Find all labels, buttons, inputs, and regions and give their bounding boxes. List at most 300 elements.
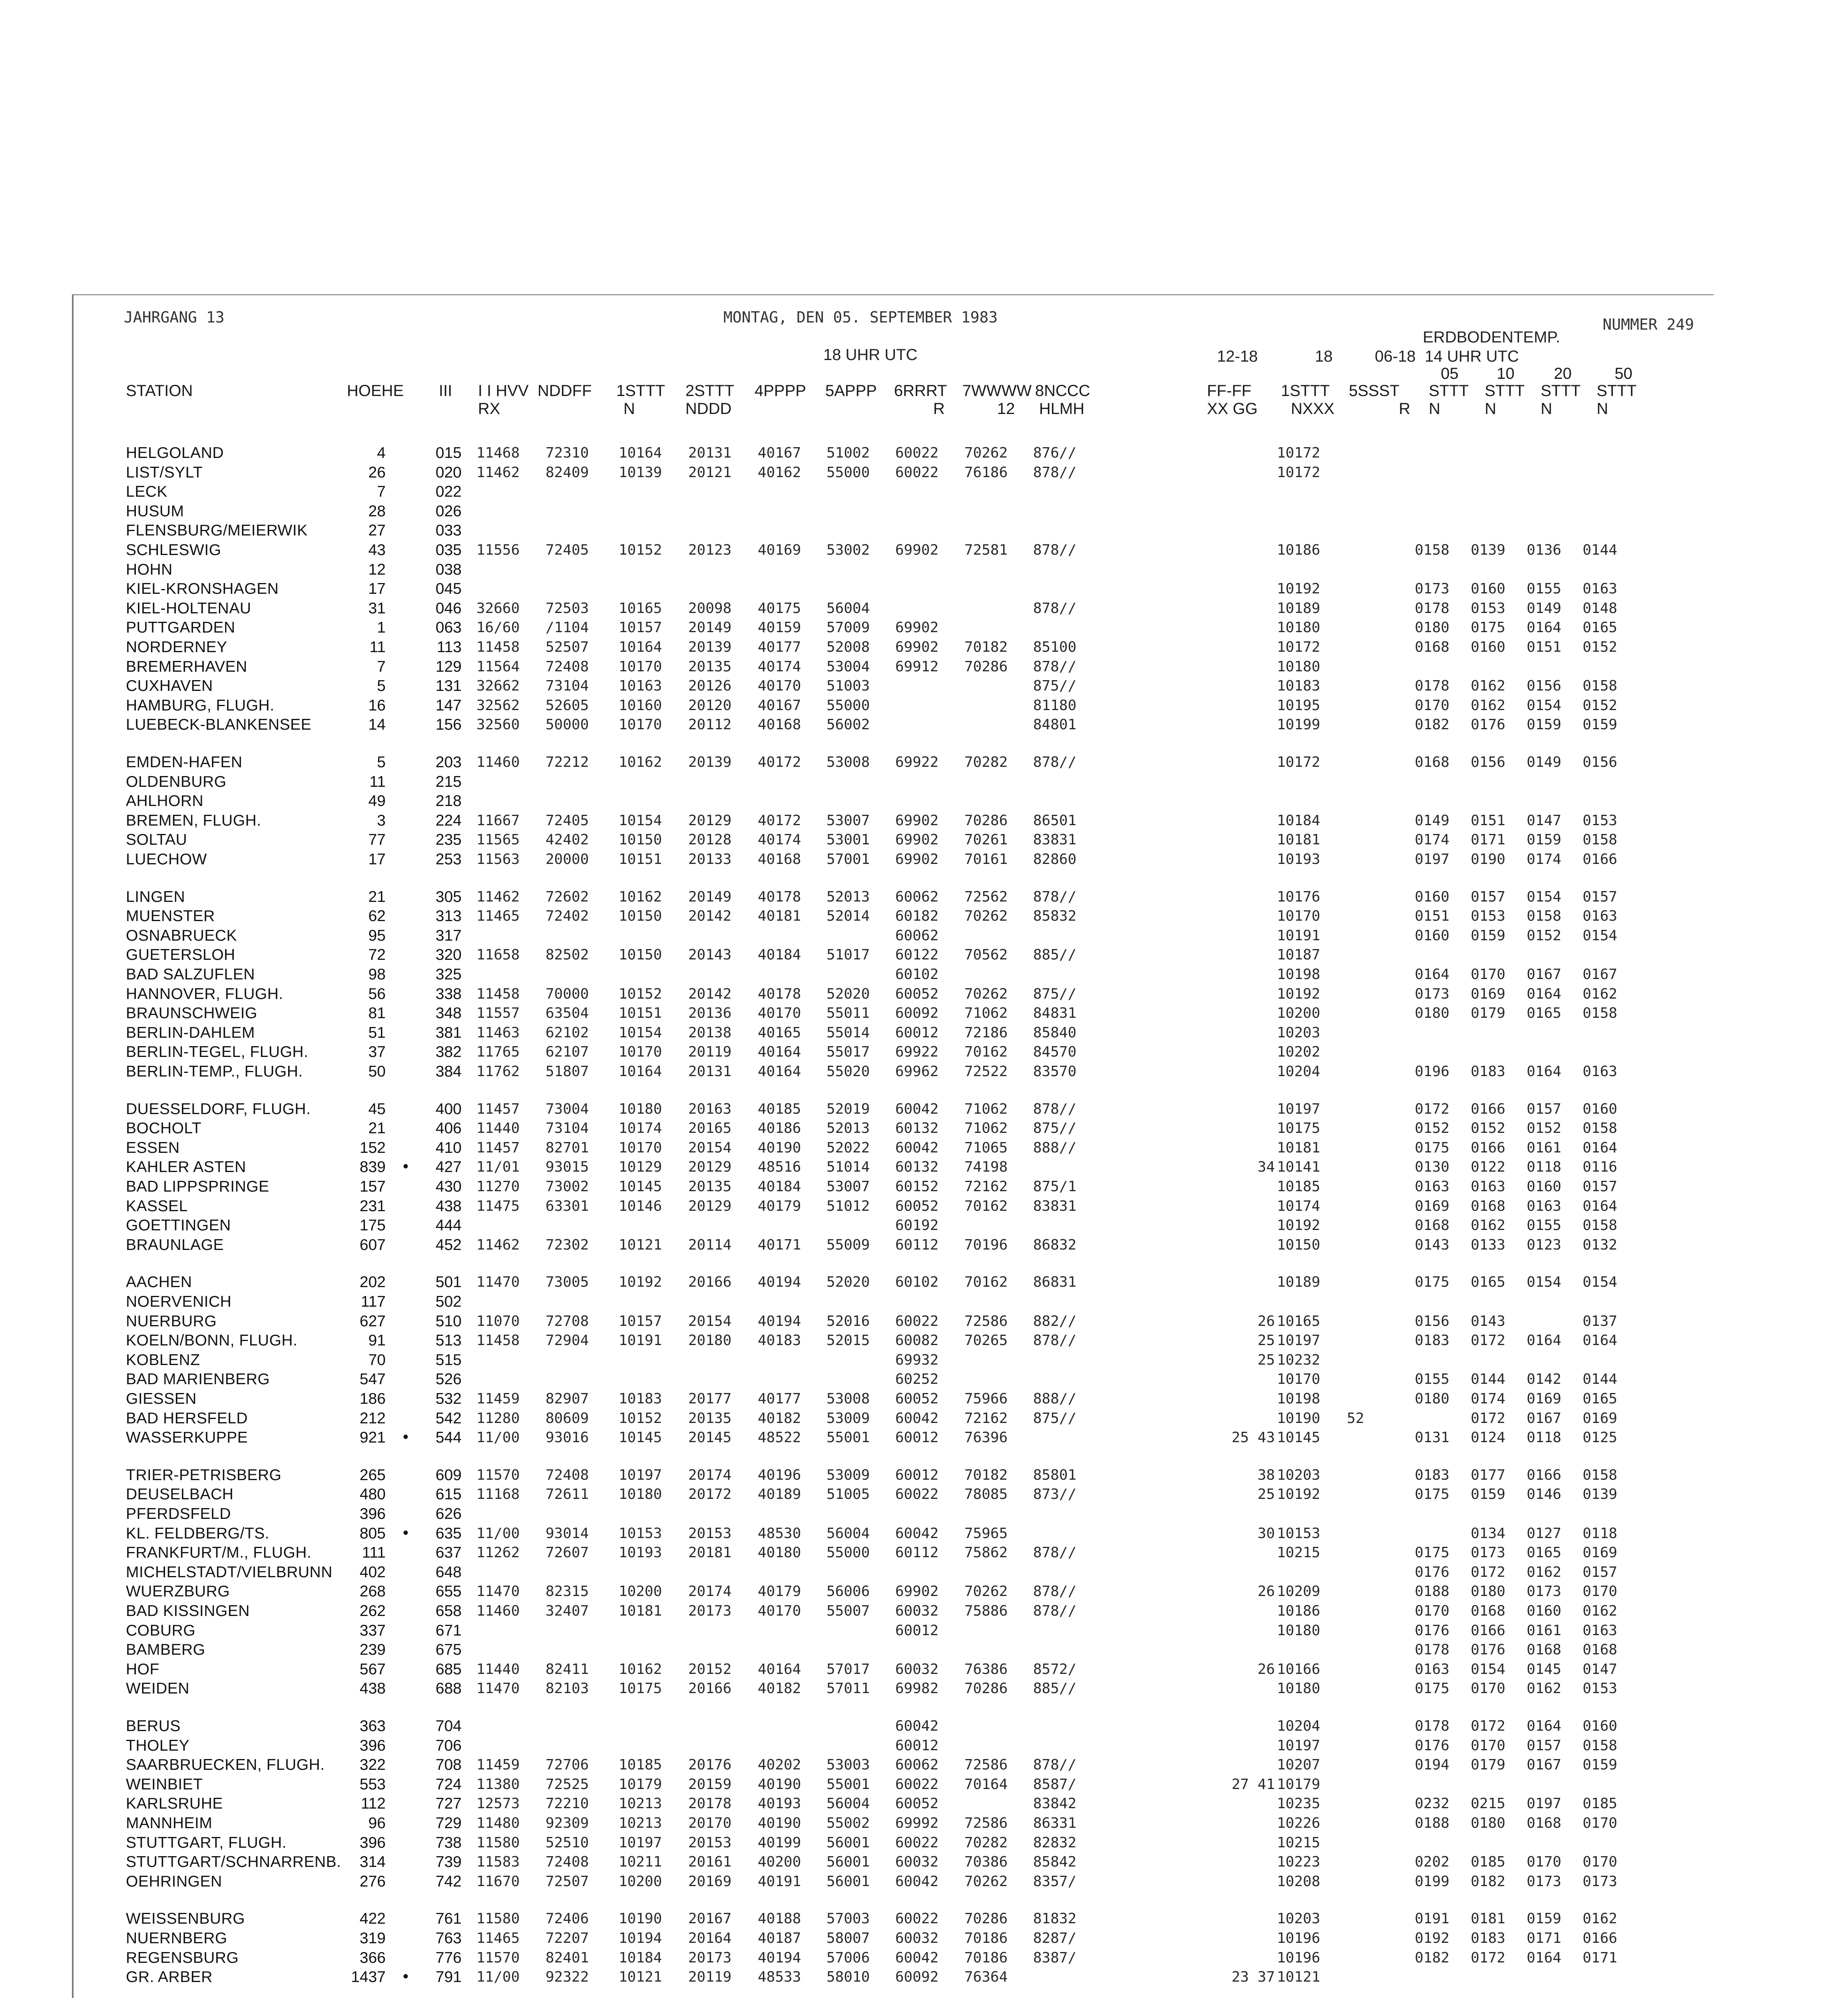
synop-group: 70262 (964, 1583, 1008, 1600)
synop-group: 40171 (758, 1237, 801, 1253)
synop-group: 84831 (1033, 1005, 1077, 1021)
soil-temp: 0147 (1527, 812, 1561, 829)
soil-temp: 0143 (1471, 1313, 1505, 1329)
synop-group: 53003 (826, 1757, 870, 1773)
soil-temp: 0118 (1583, 1525, 1617, 1542)
synop-group: 20000 (546, 851, 589, 868)
synop-group: 10162 (619, 754, 662, 770)
station-height: 12 (368, 561, 386, 578)
station-height: 396 (359, 1737, 386, 1754)
col-e05-sttt: STTT (1429, 382, 1469, 400)
synop-group: 11280 (476, 1410, 520, 1427)
synop-group: 10185 (619, 1757, 662, 1773)
jahrgang-label: JAHRGANG 13 (124, 308, 225, 326)
soil-temp: 0133 (1471, 1237, 1505, 1253)
synop-group: 56004 (826, 600, 870, 617)
soil-temp: 0215 (1471, 1795, 1505, 1812)
synop-group: 76186 (964, 464, 1008, 481)
soil-temp: 0162 (1527, 1680, 1561, 1697)
synop-group: 60052 (895, 1198, 939, 1214)
station-name: KAHLER ASTEN (126, 1158, 246, 1176)
soil-temp: 0199 (1415, 1873, 1450, 1890)
station-height: 363 (359, 1717, 386, 1735)
synop-group: 82411 (546, 1661, 589, 1678)
synop-group: 40172 (758, 812, 801, 829)
station-id: 427 (435, 1158, 462, 1176)
synop-group: 60042 (895, 1950, 939, 1966)
synop-group: 10190 (619, 1910, 662, 1927)
synop-group: 11468 (476, 445, 520, 461)
synop-group: 40190 (758, 1776, 801, 1793)
synop-group: 84801 (1033, 716, 1077, 733)
station-name: DEUSELBACH (126, 1486, 234, 1503)
synop-group: 50000 (546, 716, 589, 733)
synop-group: 10213 (619, 1795, 662, 1812)
station-height: 567 (359, 1661, 386, 1678)
station-id: 305 (435, 888, 462, 905)
soil-temp: 0180 (1471, 1583, 1505, 1600)
synop-group: 92309 (546, 1815, 589, 1831)
soil-temp: 0172 (1471, 1332, 1505, 1349)
col-c10a: FF-FF (1207, 382, 1252, 400)
soil-temp: 0170 (1471, 1737, 1505, 1754)
synop-group: 40184 (758, 1178, 801, 1195)
synop-group: 20173 (688, 1950, 732, 1966)
soil-temp: 0174 (1471, 1391, 1505, 1407)
synop-group: 11458 (476, 986, 520, 1002)
soil-temp: 0164 (1583, 1332, 1617, 1349)
synop-group: 70262 (964, 445, 1008, 461)
synop-group: 52019 (826, 1101, 870, 1117)
station-name: BREMEN, FLUGH. (126, 812, 261, 829)
synop-group: 73104 (546, 678, 589, 694)
col-e50-sttt: STTT (1597, 382, 1637, 400)
synop-group: 888// (1033, 1391, 1077, 1407)
soil-temp: 0164 (1527, 1332, 1561, 1349)
synop-group: 10170 (619, 1044, 662, 1060)
synop-group: 10139 (619, 464, 662, 481)
synop-group: 72586 (964, 1815, 1008, 1831)
station-height: 438 (359, 1680, 386, 1697)
col-c12b: R (1399, 400, 1410, 418)
station-height: 239 (359, 1641, 386, 1658)
synop-group: 53009 (826, 1467, 870, 1483)
soil-temp: 0192 (1415, 1930, 1450, 1946)
max-temp-group: 10198 (1277, 966, 1320, 983)
synop-group: 11070 (476, 1313, 520, 1329)
synop-group: 72402 (546, 908, 589, 924)
report-date: MONTAG, DEN 05. SEPTEMBER 1983 (723, 308, 998, 326)
synop-group: 60032 (895, 1603, 939, 1619)
synop-group: 55020 (826, 1063, 870, 1080)
synop-group: 20166 (688, 1274, 732, 1290)
synop-group: 11765 (476, 1044, 520, 1060)
station-name: EMDEN-HAFEN (126, 754, 243, 771)
station-name: BRAUNSCHWEIG (126, 1005, 257, 1022)
station-name: MANNHEIM (126, 1815, 213, 1832)
synop-group: 11565 (476, 832, 520, 848)
max-temp-group: 10203 (1277, 1025, 1320, 1041)
synop-group: 878// (1033, 1757, 1077, 1773)
synop-group: 86831 (1033, 1274, 1077, 1290)
soil-temp: 0162 (1471, 697, 1505, 714)
max-temp-group: 10141 (1277, 1159, 1320, 1175)
station-name: KOELN/BONN, FLUGH. (126, 1332, 298, 1349)
synop-group: 70282 (964, 1835, 1008, 1851)
synop-group: 60062 (895, 927, 939, 944)
max-temp-group: 10204 (1277, 1063, 1320, 1080)
soil-temp: 0160 (1471, 581, 1505, 597)
station-id: 203 (435, 754, 462, 771)
station-name: PFERDSFELD (126, 1505, 231, 1522)
soil-temp: 0162 (1471, 1217, 1505, 1234)
synop-group: 69902 (895, 832, 939, 848)
max-temp-group: 10223 (1277, 1854, 1320, 1870)
soil-temp: 0170 (1583, 1815, 1617, 1831)
station-id: 526 (435, 1371, 462, 1388)
synop-group: 20135 (688, 1178, 732, 1195)
soil-temp: 0185 (1471, 1854, 1505, 1870)
soil-temp: 0143 (1415, 1237, 1450, 1253)
synop-group: 10145 (619, 1429, 662, 1446)
synop-group: 10129 (619, 1159, 662, 1175)
station-height: 96 (368, 1815, 386, 1832)
synop-group: 10151 (619, 1005, 662, 1021)
soil-temp: 0175 (1415, 1140, 1450, 1156)
synop-group: 40202 (758, 1757, 801, 1773)
max-temp-group: 10153 (1277, 1525, 1320, 1542)
soil-temp: 0173 (1527, 1583, 1561, 1600)
soil-temp: 0162 (1527, 1564, 1561, 1580)
synop-group: 11262 (476, 1544, 520, 1561)
synop-group: 10164 (619, 639, 662, 655)
station-height: 112 (360, 1795, 386, 1812)
soil-temp: 0156 (1415, 1313, 1450, 1329)
synop-group: 40159 (758, 619, 801, 636)
max-temp-group: 10208 (1277, 1873, 1320, 1890)
synop-group: 62107 (546, 1044, 589, 1060)
soil-temp: 0164 (1527, 1063, 1561, 1080)
synop-group: 10163 (619, 678, 662, 694)
soil-temp: 0124 (1471, 1429, 1505, 1446)
soil-temp: 0139 (1583, 1486, 1617, 1502)
synop-group: 60022 (895, 1776, 939, 1793)
synop-group: 20135 (688, 659, 732, 675)
soil-temp: 0154 (1527, 1274, 1561, 1290)
station-id: 452 (435, 1236, 462, 1254)
synop-group: 11470 (476, 1583, 520, 1600)
station-id: 382 (435, 1043, 462, 1061)
synop-group: 51003 (826, 678, 870, 694)
station-height: 186 (359, 1390, 386, 1407)
synop-group: 82409 (546, 464, 589, 481)
station-id: 761 (435, 1910, 462, 1927)
synop-group: 72162 (964, 1178, 1008, 1195)
soil-temp: 0170 (1471, 966, 1505, 983)
soil-temp: 0158 (1583, 1737, 1617, 1754)
soil-temp: 0170 (1583, 1854, 1617, 1870)
synop-group: 60022 (895, 1486, 939, 1502)
station-name: WUERZBURG (126, 1583, 230, 1600)
synop-group: 72210 (546, 1795, 589, 1812)
synop-group: 60042 (895, 1525, 939, 1542)
soil-temp: 0178 (1415, 1718, 1450, 1734)
synop-group: 75862 (964, 1544, 1008, 1561)
synop-group: 56006 (826, 1583, 870, 1600)
station-id: 609 (435, 1467, 462, 1484)
soil-temp: 0179 (1471, 1757, 1505, 1773)
max-temp-group: 10192 (1277, 581, 1320, 597)
synop-group: 10152 (619, 1410, 662, 1427)
synop-group: 76364 (964, 1969, 1008, 1985)
synop-group: 40170 (758, 1005, 801, 1021)
max-temp-group: 10189 (1277, 1274, 1320, 1290)
soil-temp: 0145 (1527, 1661, 1561, 1678)
synop-group: 70162 (964, 1044, 1008, 1060)
synop-group: 93016 (546, 1429, 589, 1446)
soil-temp: 0160 (1527, 1603, 1561, 1619)
synop-group: 20167 (688, 1910, 732, 1927)
synop-group: 878// (1033, 1332, 1077, 1349)
synop-group: 20098 (688, 600, 732, 617)
station-id: 444 (435, 1217, 462, 1234)
col-e50-n: N (1597, 400, 1608, 418)
max-temp-group: 10183 (1277, 678, 1320, 694)
synop-group: 11458 (476, 639, 520, 655)
max-temp-group: 10203 (1277, 1467, 1320, 1483)
col-c3a: 1STTT (616, 382, 665, 400)
soil-temp: 0158 (1583, 1467, 1617, 1483)
synop-group: 55000 (826, 697, 870, 714)
synop-group: 60122 (895, 947, 939, 963)
soil-temp: 0131 (1415, 1429, 1450, 1446)
synop-group: 40170 (758, 1603, 801, 1619)
synop-group: 20121 (688, 464, 732, 481)
soil-temp: 0164 (1527, 619, 1561, 636)
synop-group: 69992 (895, 1815, 939, 1831)
station-name: KIEL-KRONSHAGEN (126, 580, 279, 597)
soil-temp: 0154 (1471, 1661, 1505, 1678)
soil-temp: 0118 (1527, 1429, 1561, 1446)
station-name: BAD SALZUFLEN (126, 966, 255, 983)
station-height: 95 (368, 927, 386, 944)
synop-group: 86331 (1033, 1815, 1077, 1831)
synop-group: 11457 (476, 1140, 520, 1156)
synop-group: 81180 (1033, 697, 1077, 714)
max-temp-group: 10226 (1277, 1815, 1320, 1831)
synop-group: 60042 (895, 1718, 939, 1734)
synop-group: 72562 (964, 889, 1008, 905)
col-c3b: N (623, 400, 635, 418)
soil-temp: 0149 (1415, 812, 1450, 829)
station-name: COBURG (126, 1622, 196, 1639)
soil-temp: 0159 (1471, 1486, 1505, 1502)
station-name: OEHRINGEN (126, 1873, 222, 1890)
synop-group: 11556 (476, 542, 520, 558)
synop-group: 72706 (546, 1757, 589, 1773)
station-name: BAMBERG (126, 1641, 205, 1658)
station-id: 338 (435, 985, 462, 1003)
soil-temp: 0165 (1527, 1005, 1561, 1021)
synop-group: 72408 (546, 1854, 589, 1870)
max-temp-group: 10172 (1277, 445, 1320, 461)
synop-group: 69902 (895, 1583, 939, 1600)
station-name: OSNABRUECK (126, 927, 237, 944)
max-temp-group: 10180 (1277, 1622, 1320, 1639)
synop-group: 57017 (826, 1661, 870, 1678)
synop-group: 10165 (619, 600, 662, 617)
synop-group: 11/01 (476, 1159, 520, 1175)
synop-group: 878// (1033, 889, 1077, 905)
synop-group: 20176 (688, 1757, 732, 1773)
synop-group: 10162 (619, 1661, 662, 1678)
synop-group: 60092 (895, 1969, 939, 1985)
synop-group: 10213 (619, 1815, 662, 1831)
soil-temp: 0165 (1471, 1274, 1505, 1290)
station-name: CUXHAVEN (126, 677, 213, 695)
synop-group: 84570 (1033, 1044, 1077, 1060)
soil-temp: 0167 (1527, 1757, 1561, 1773)
synop-group: 60062 (895, 1757, 939, 1773)
col-c9a: 8NCCC (1035, 382, 1090, 400)
station-height: 26 (368, 464, 386, 481)
synop-group: 40175 (758, 600, 801, 617)
synop-group: 10150 (619, 908, 662, 924)
synop-group: 20181 (688, 1544, 732, 1561)
synop-group: 20154 (688, 1313, 732, 1329)
station-name: LINGEN (126, 888, 185, 905)
soil-temp: 0139 (1471, 542, 1505, 558)
max-temp-group: 10176 (1277, 889, 1320, 905)
station-height: 117 (360, 1293, 386, 1310)
synop-group: 20142 (688, 986, 732, 1002)
soil-temp: 0123 (1527, 1237, 1561, 1253)
soil-temp: 0152 (1583, 697, 1617, 714)
synop-group: 86501 (1033, 812, 1077, 829)
synop-group: 10191 (619, 1332, 662, 1349)
synop-group: 51014 (826, 1159, 870, 1175)
synop-group: 69902 (895, 851, 939, 868)
station-name: KIEL-HOLTENAU (126, 600, 251, 617)
station-height: 276 (359, 1873, 386, 1890)
synop-group: 60032 (895, 1661, 939, 1678)
synop-group: 20173 (688, 1603, 732, 1619)
synop-group: 70386 (964, 1854, 1008, 1870)
synop-group: 60152 (895, 1178, 939, 1195)
soil-temp: 0163 (1583, 1063, 1617, 1080)
station-name: HAMBURG, FLUGH. (126, 697, 275, 714)
station-id: 635 (435, 1525, 462, 1542)
soil-temp: 0197 (1415, 851, 1450, 868)
station-name: WEISSENBURG (126, 1910, 245, 1927)
max-temp-group: 10181 (1277, 1140, 1320, 1156)
synop-group: 875// (1033, 1120, 1077, 1136)
synop-group: 60182 (895, 908, 939, 924)
station-name: BAD HERSFELD (126, 1410, 248, 1427)
synop-group: 8387/ (1033, 1950, 1077, 1966)
synop-group: 72522 (964, 1063, 1008, 1080)
station-height: 480 (359, 1486, 386, 1503)
synop-group: 51005 (826, 1486, 870, 1502)
station-name: ESSEN (126, 1139, 180, 1156)
synop-group: 10181 (619, 1603, 662, 1619)
synop-group: 40189 (758, 1486, 801, 1502)
station-name: BRAUNLAGE (126, 1236, 224, 1254)
synop-group: 70286 (964, 1910, 1008, 1927)
soil-temp: 0164 (1527, 986, 1561, 1002)
synop-group: 57011 (826, 1680, 870, 1697)
synop-group: 40182 (758, 1410, 801, 1427)
soil-temp: 0167 (1527, 966, 1561, 983)
soil-temp: 0163 (1583, 1622, 1617, 1639)
synop-group: 60022 (895, 464, 939, 481)
synop-group: 72586 (964, 1313, 1008, 1329)
station-id: 637 (435, 1544, 462, 1561)
synop-group: 93014 (546, 1525, 589, 1542)
station-id: 706 (435, 1737, 462, 1754)
synop-group: 40190 (758, 1140, 801, 1156)
synop-group: 56004 (826, 1795, 870, 1812)
soil-temp: 0179 (1471, 1005, 1505, 1021)
synop-group: 10154 (619, 1025, 662, 1041)
station-name: DUESSELDORF, FLUGH. (126, 1100, 311, 1118)
synop-group: 11459 (476, 1391, 520, 1407)
station-height: 31 (368, 600, 386, 617)
synop-group: 11457 (476, 1101, 520, 1117)
station-name: NORDERNEY (126, 639, 227, 656)
synop-group: 12573 (476, 1795, 520, 1812)
soil-temp: 0169 (1527, 1391, 1561, 1407)
synop-group: 52013 (826, 1120, 870, 1136)
soil-temp: 0166 (1583, 851, 1617, 868)
synop-group: 11658 (476, 947, 520, 963)
synop-group: 76396 (964, 1429, 1008, 1446)
station-height: 5 (377, 754, 386, 771)
soil-temp: 0168 (1583, 1642, 1617, 1658)
synop-group: 40177 (758, 639, 801, 655)
synop-group: 72525 (546, 1776, 589, 1793)
synop-group: 885// (1033, 1680, 1077, 1697)
max-temp-group: 10172 (1277, 464, 1320, 481)
max-temp-group: 10197 (1277, 1101, 1320, 1117)
soil-temp: 0175 (1415, 1680, 1450, 1697)
station-name: LUEBECK-BLANKENSEE (126, 716, 312, 733)
synop-group: 69982 (895, 1680, 939, 1697)
synop-group: 20135 (688, 1410, 732, 1427)
synop-group: 55017 (826, 1044, 870, 1060)
synop-group: 72408 (546, 659, 589, 675)
station-height: 28 (368, 503, 386, 520)
soil-temp: 0116 (1583, 1159, 1617, 1175)
soil-temp: 0151 (1471, 812, 1505, 829)
station-name: WEINBIET (126, 1776, 203, 1793)
max-temp-group: 10193 (1277, 851, 1320, 868)
hours-0618: 06-18 (1375, 348, 1416, 365)
station-id: 763 (435, 1930, 462, 1947)
station-name: BREMERHAVEN (126, 658, 247, 675)
synop-group: 71062 (964, 1005, 1008, 1021)
synop-group: 40180 (758, 1544, 801, 1561)
synop-group: 72310 (546, 445, 589, 461)
station-height: 268 (359, 1583, 386, 1600)
mountain-station-marker: • (403, 1428, 409, 1446)
soil-temp: 0149 (1527, 600, 1561, 617)
soil-temp: 0175 (1415, 1486, 1450, 1502)
synop-group: 10180 (619, 1101, 662, 1117)
synop-group: 8287/ (1033, 1930, 1077, 1946)
mountain-station-marker: • (403, 1524, 409, 1542)
soil-temp: 0164 (1583, 1198, 1617, 1214)
